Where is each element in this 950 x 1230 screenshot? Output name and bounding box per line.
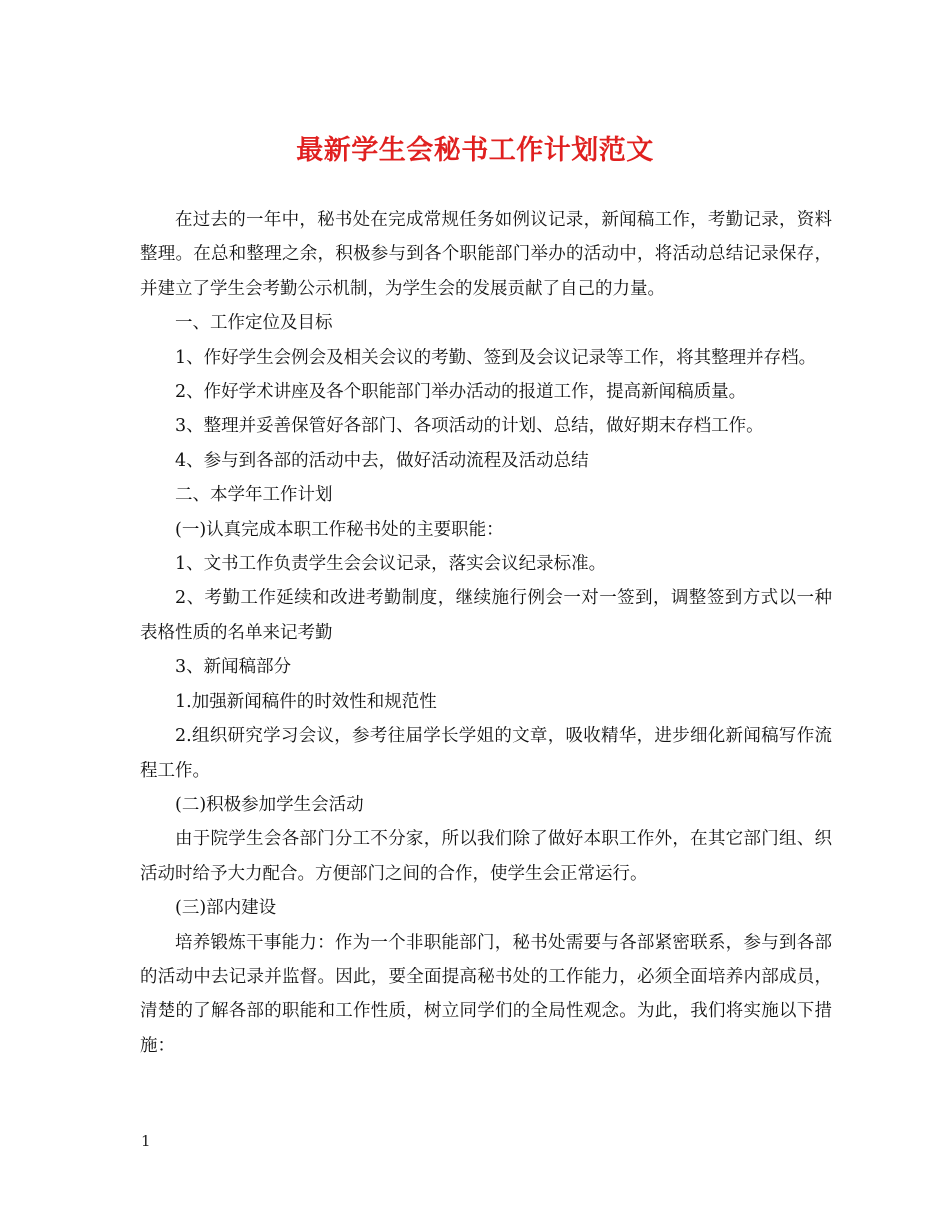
paragraph-item: 由于院学生会各部门分工不分家，所以我们除了做好本职工作外，在其它部门组、织活动时给予大力配合。方便部门之间的合作，使学生会正常运行。 xyxy=(140,829,832,884)
paragraph-item: 1、作好学生会例会及相关会议的考勤、签到及会议记录等工作，将其整理并存档。 xyxy=(175,347,817,368)
paragraph-item: 1.加强新闻稿件的时效性和规范性 xyxy=(175,691,437,712)
paragraph-item: 2、作好学术讲座及各个职能部门举办活动的报道工作，提高新闻稿质量。 xyxy=(175,382,747,403)
page-number: 1 xyxy=(141,1132,151,1150)
subsection-heading: (二)积极参加学生会活动 xyxy=(175,794,364,815)
paragraph-item: 3、新闻稿部分 xyxy=(175,657,292,678)
paragraph-intro: 在过去的一年中，秘书处在完成常规任务如例议记录，新闻稿工作，考勤记录，资料整理。在总和整理之余，积极参与到各个职能部门举办的活动中，将活动总结记录保存，并建立了学生会考勤公示机制，为学生会的发展贡献了自己的力量。 xyxy=(140,210,832,299)
section-heading-1: 一、工作定位及目标 xyxy=(175,313,333,334)
section-heading-2: 二、本学年工作计划 xyxy=(175,485,333,506)
document-title: 最新学生会秘书工作计划范文 xyxy=(296,135,654,166)
subsection-heading: (三)部内建设 xyxy=(175,898,277,919)
paragraph-item: 4、参与到各部的活动中去，做好活动流程及活动总结 xyxy=(175,450,589,471)
paragraph-item: 3、整理并妥善保管好各部门、各项活动的计划、总结，做好期末存档工作。 xyxy=(175,416,764,437)
paragraph-item: 培养锻炼干事能力：作为一个非职能部门，秘书处需要与各部紧密联系，参与到各部的活动中去记录并监督。因此，要全面提高秘书处的工作能力，必须全面培养内部成员，清楚的了解各部的职能和工作性质，树立同学们的全局性观念。为此，我们将实施以下措施： xyxy=(140,932,832,1056)
subsection-heading: (一)认真完成本职工作秘书处的主要职能： xyxy=(175,519,504,540)
paragraph-item: 1、文书工作负责学生会会议记录，落实会议纪录标准。 xyxy=(175,554,607,575)
paragraph-item: 2.组织研究学习会议，参考往届学长学姐的文章，吸收精华，进步细化新闻稿写作流程工作。 xyxy=(140,726,832,781)
document-body xyxy=(140,203,832,1063)
paragraph-item: 2、考勤工作延续和改进考勤制度，继续施行例会一对一签到，调整签到方式以一种表格性质的名单来记考勤 xyxy=(140,588,832,643)
